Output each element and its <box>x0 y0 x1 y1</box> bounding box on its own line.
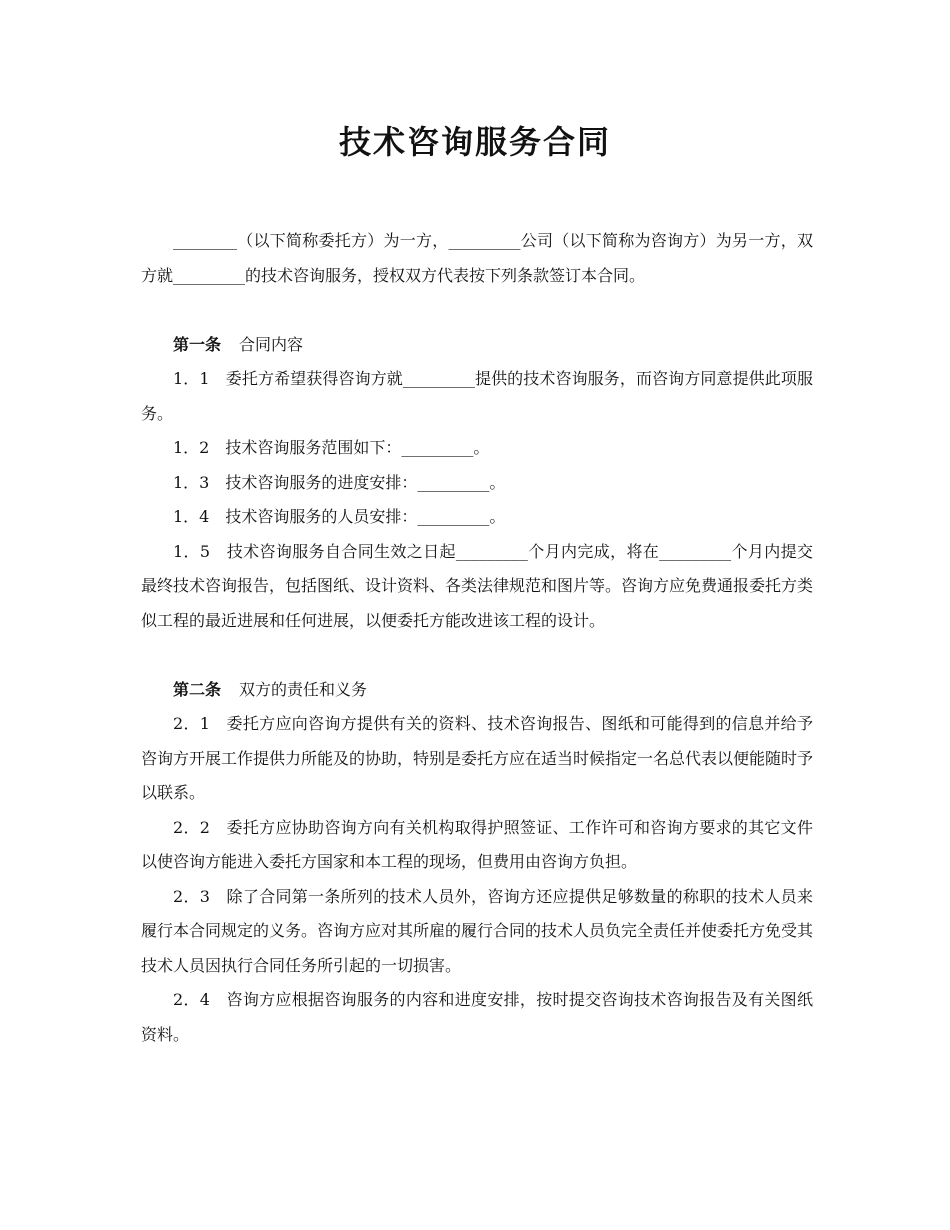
spacer <box>141 293 813 328</box>
article-1-label: 第一条 <box>173 334 222 354</box>
spacer <box>141 638 813 673</box>
document-body <box>141 224 813 1052</box>
article-2-heading <box>141 673 813 708</box>
clause-2-2: 2．2 委托方应协助咨询方向有关机构取得护照签证、工作许可和咨询方要求的其它文件以使咨询方能进入委托方国家和本工程的现场，但费用由咨询方负担。 <box>141 817 813 871</box>
article-1-title: 合同内容 <box>239 334 304 354</box>
clause-2-1: 2．1 委托方应向咨询方提供有关的资料、技术咨询报告、图纸和可能得到的信息并给予咨询方开展工作提供力所能及的协助，特别是委托方应在适当时候指定一名总代表以便能随时予以联系。 <box>141 714 814 802</box>
clause-2-3: 2．3 除了合同第一条所列的技术人员外，咨询方还应提供足够数量的称职的技术人员来履行本合同规定的义务。咨询方应对其所雇的履行合同的技术人员负完全责任并使委托方免受其技术人员因执行合同任务所引起的一切损害。 <box>141 886 814 975</box>
article-2-label: 第二条 <box>173 679 222 699</box>
clause-1-1: 1．1 委托方希望获得咨询方就_________提供的技术咨询服务，而咨询方同意提供此项服务。 <box>141 369 813 423</box>
clause-1-4: 1．4 技术咨询服务的人员安排：_________。 <box>173 507 506 526</box>
article-2-title: 双方的责任和义务 <box>239 679 368 699</box>
clause-1-5: 1．5 技术咨询服务自合同生效之日起_________个月内完成，将在_________个月内提交最终技术咨询报告，包括图纸、设计资料、各类法律规范和图片等。咨询方应免费通报委托方类似工程的最近进展和任何进展，以便委托方能改进该工程的设计。 <box>141 541 814 630</box>
clause-2-4: 2．4 咨询方应根据咨询服务的内容和进度安排，按时提交咨询技术咨询报告及有关图纸资料。 <box>141 990 813 1044</box>
article-1-heading <box>141 328 813 363</box>
document-title: 技术咨询服务合同 <box>338 123 611 161</box>
clause-1-3: 1．3 技术咨询服务的进度安排：_________。 <box>173 472 506 492</box>
intro-paragraph: ________（以下简称委托方）为一方，_________公司（以下简称为咨询方）为另一方，双方就_________的技术咨询服务，授权双方代表按下列条款签订本合同。 <box>141 231 813 285</box>
clause-1-2: 1．2 技术咨询服务范围如下：_________。 <box>173 438 490 457</box>
